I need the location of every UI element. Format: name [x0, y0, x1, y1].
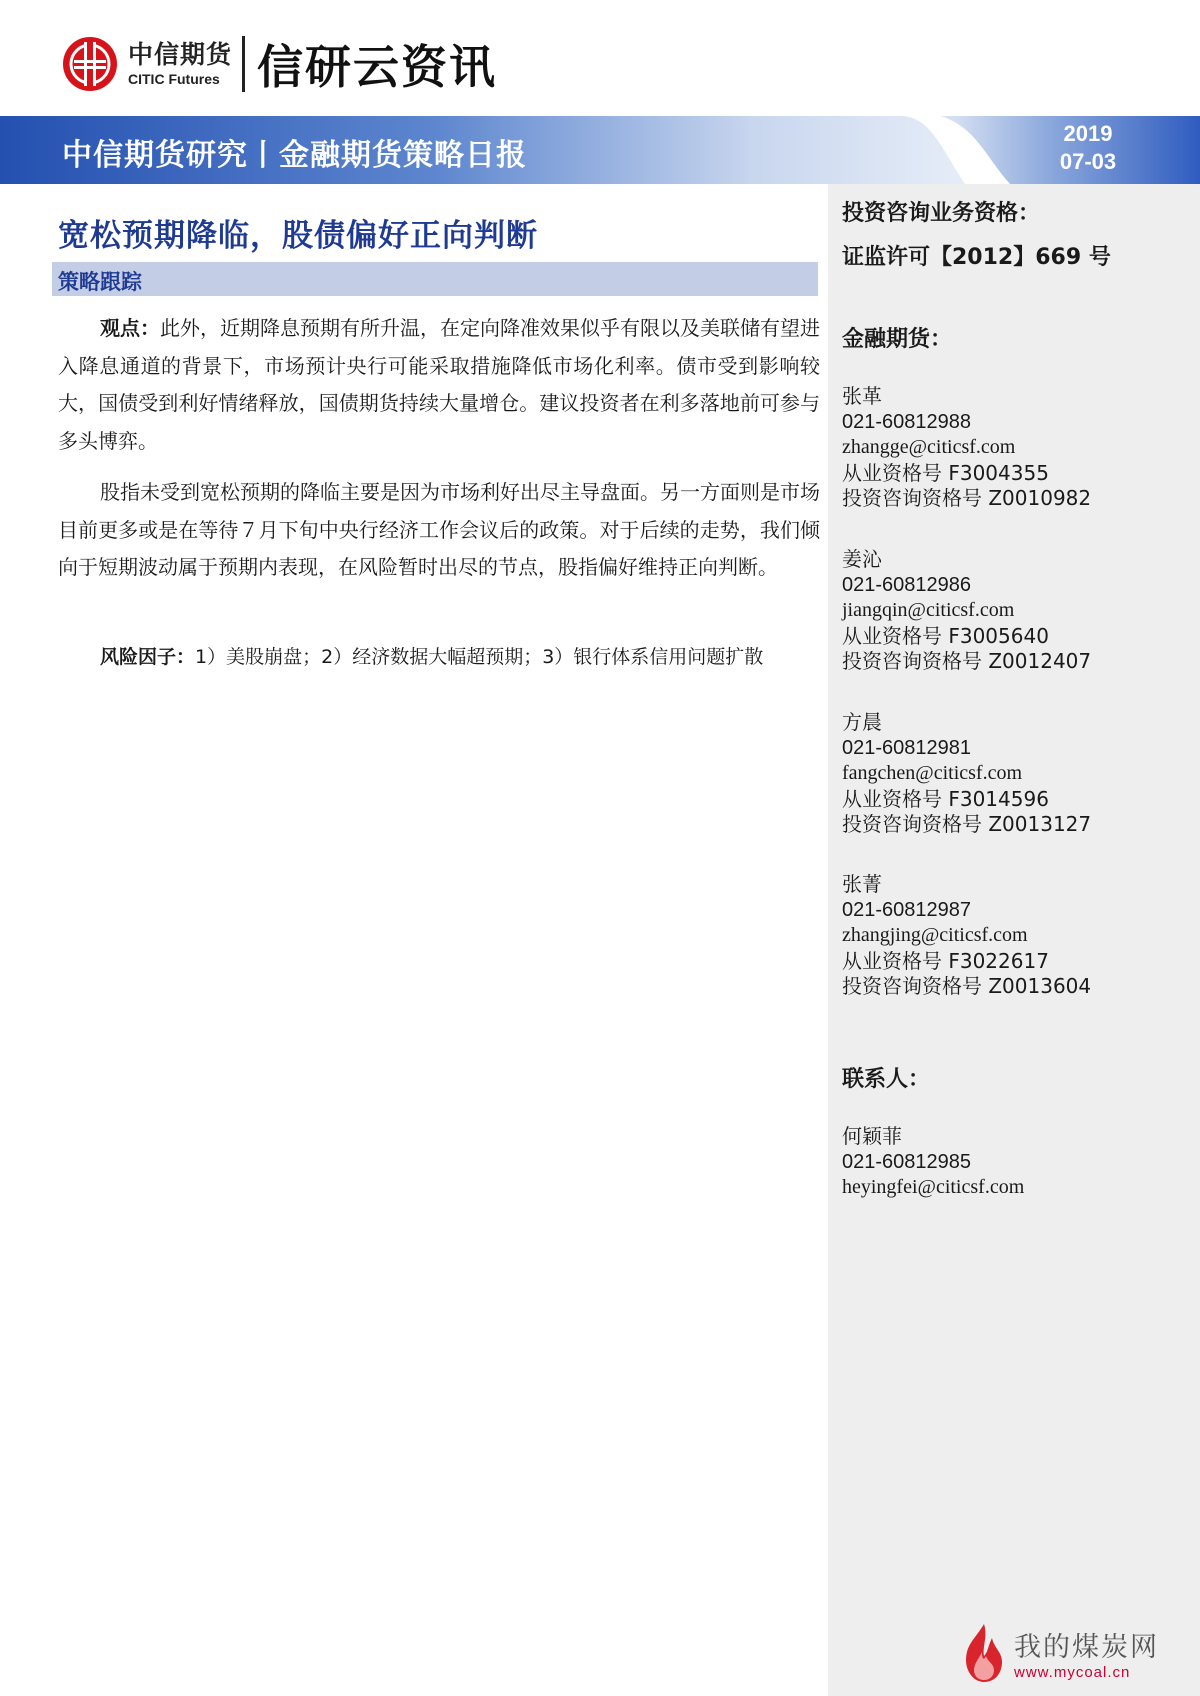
- report-year: 2019: [1063, 121, 1113, 146]
- analyst-name: 张革: [842, 384, 882, 408]
- license-number: 证监许可【2012】669 号: [842, 245, 1111, 270]
- analyst-email[interactable]: zhangjing@citicsf.com: [842, 924, 1028, 946]
- citic-logo-icon: [62, 36, 118, 92]
- analyst-advisory: 投资咨询资格号 Z0013604: [842, 974, 1092, 998]
- contact-phone: 021-60812985: [842, 1150, 972, 1173]
- watermark-url[interactable]: www.mycoal.cn: [1014, 1664, 1131, 1681]
- section-label: 策略跟踪: [58, 270, 142, 294]
- report-date: [1048, 120, 1128, 176]
- qualification-heading: 投资咨询业务资格：: [842, 201, 1041, 226]
- analyst-card: [842, 872, 1182, 1000]
- banner-title: 中信期货研究丨金融期货策略日报: [62, 138, 527, 173]
- analyst-name: 张菁: [842, 872, 882, 896]
- watermark: [958, 1618, 1159, 1688]
- analyst-cert: 从业资格号 F3005640: [842, 623, 1049, 648]
- analyst-phone: 021-60812988: [842, 410, 972, 433]
- risk-lead: 风险因子：: [100, 646, 196, 668]
- contact-heading: 联系人：: [842, 1067, 931, 1092]
- analyst-phone: 021-60812987: [842, 898, 972, 921]
- contact-name: 何颖菲: [842, 1124, 902, 1148]
- analyst-advisory: 投资咨询资格号 Z0012407: [842, 649, 1092, 673]
- analyst-email[interactable]: fangchen@citicsf.com: [842, 762, 1023, 784]
- watermark-text: 我的煤炭网: [1014, 1632, 1159, 1663]
- analyst-name: 姜沁: [842, 547, 882, 571]
- company-name-en: CITIC Futures: [128, 71, 220, 87]
- report-banner: [0, 116, 1200, 184]
- analyst-phone: 021-60812981: [842, 736, 972, 759]
- flame-icon: [958, 1622, 1008, 1684]
- risk-body: 1）美股崩盘；2）经济数据大幅超预期；3）银行体系信用问题扩散: [195, 646, 764, 668]
- brand-name: 信研云资讯: [257, 40, 498, 94]
- analyst-name: 方晨: [842, 710, 882, 734]
- team-heading: 金融期货：: [842, 327, 953, 352]
- analyst-card: [842, 384, 1182, 512]
- contact-email[interactable]: heyingfei@citicsf.com: [842, 1176, 1025, 1198]
- report-month-day: 07-03: [1059, 149, 1117, 174]
- analyst-card: [842, 710, 1182, 838]
- viewpoint-paragraph: [58, 310, 820, 460]
- risk-factors: [100, 642, 763, 669]
- analyst-advisory: 投资咨询资格号 Z0013127: [842, 812, 1092, 836]
- header-logo: [62, 34, 497, 94]
- article-title: 宽松预期降临，股债偏好正向判断: [58, 218, 538, 254]
- viewpoint-lead: 观点：: [100, 316, 160, 340]
- analyst-advisory: 投资咨询资格号 Z0010982: [842, 486, 1092, 510]
- contact-card: [842, 1124, 1182, 1201]
- analyst-cert: 从业资格号 F3004355: [842, 460, 1049, 485]
- analyst-cert: 从业资格号 F3022617: [842, 948, 1049, 973]
- analyst-phone: 021-60812986: [842, 573, 972, 596]
- viewpoint-body: 此外，近期降息预期有所升温，在定向降准效果似乎有限以及美联储有望进入降息通道的背景下，市场预计央行可能采取措施降低市场化利率。债市受到影响较大，国债受到利好情绪释放，国债期货持续大量增仓。建议投资者在利多落地前可参与多头博弈。: [58, 316, 820, 453]
- analyst-card: [842, 547, 1182, 675]
- stock-index-paragraph: 股指未受到宽松预期的降临主要是因为市场利好出尽主导盘面。另一方面则是市场目前更多或是在等待７月下旬中央行经济工作会议后的政策。对于后续的走势，我们倾向于短期波动属于预期内表现，在风险暂时出尽的节点，股指偏好维持正向判断。: [58, 480, 820, 579]
- section-header: [52, 262, 818, 296]
- analyst-cert: 从业资格号 F3014596: [842, 786, 1049, 811]
- analyst-email[interactable]: zhangge@citicsf.com: [842, 436, 1016, 458]
- analyst-email[interactable]: jiangqin@citicsf.com: [842, 599, 1015, 621]
- company-name-cn: 中信期货: [128, 40, 233, 69]
- logo-divider: [242, 36, 245, 92]
